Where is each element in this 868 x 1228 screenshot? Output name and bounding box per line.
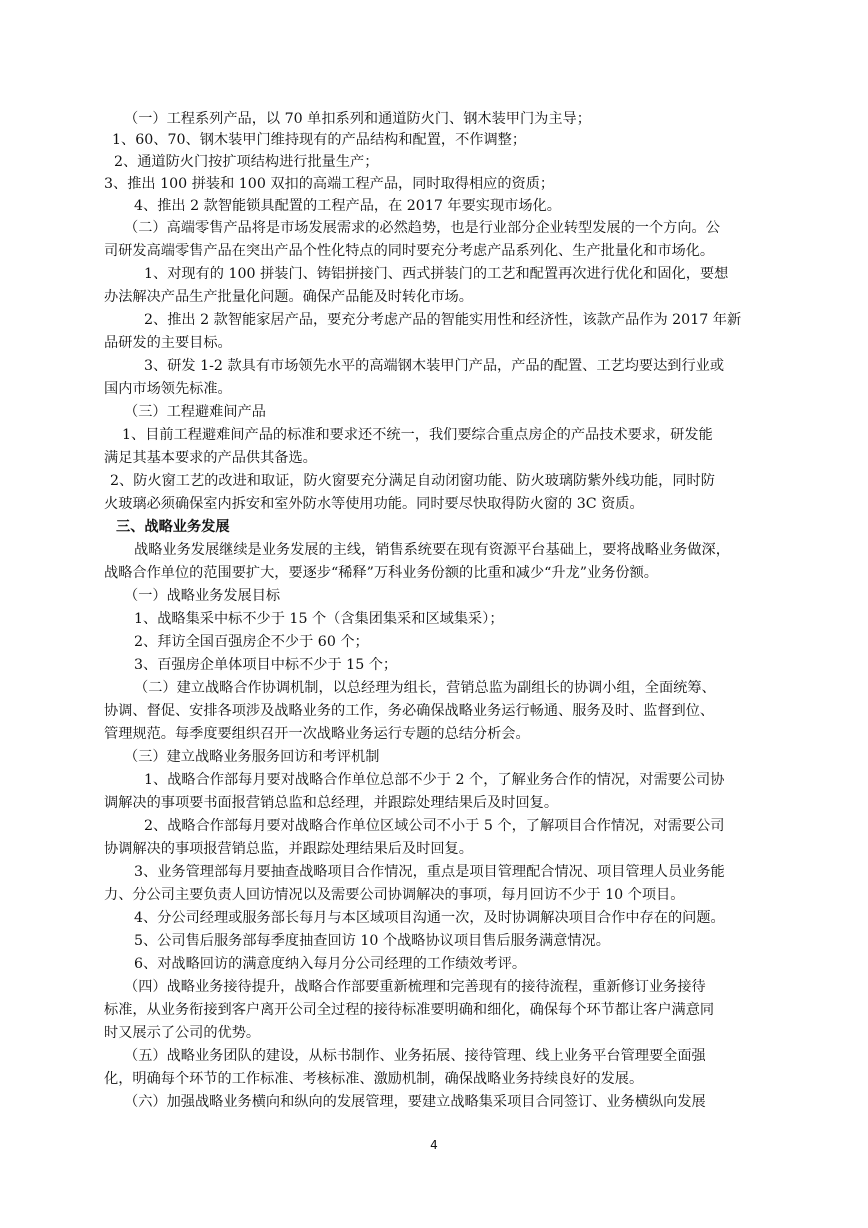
text-line: 1、60、70、钢木装甲门维持现有的产品结构和配置，不作调整；	[112, 132, 527, 148]
text-line: 3、业务管理部每月要抽查战略项目合作情况，重点是项目管理配合情况、项目管理人员业务能	[134, 864, 725, 880]
text-line: 标准，从业务衔接到客户离开公司全过程的接待标准要明确和细化，确保每个环节都让客户满意同	[104, 1002, 715, 1018]
text-line: 3、研发 1-2 款具有市场领先水平的高端钢木装甲门产品，产品的配置、工艺均要达到行业或	[144, 358, 725, 374]
text-line: 国内市场领先标准。	[104, 381, 232, 397]
text-line: 2、防火窗工艺的改进和取证，防火窗要充分满足自动闭窗功能、防火玻璃防紫外线功能，同时防	[110, 473, 715, 489]
text-line: 3、百强房企单体项目中标不少于 15 个；	[134, 657, 398, 673]
text-line: 战略合作单位的范围要扩大，要逐步“稀释”万科业务份额的比重和减少“升龙”业务份额。	[104, 565, 658, 581]
text-line: （三）工程避难间产品	[124, 404, 266, 420]
text-line: （四）战略业务接待提升，战略合作部要重新梳理和完善现有的接待流程，重新修订业务接待	[124, 979, 706, 995]
text-line: 办法解决产品生产批量化问题。确保产品能及时转化市场。	[104, 289, 473, 305]
text-line: （五）战略业务团队的建设，从标书制作、业务拓展、接待管理、线上业务平台管理要全面强	[124, 1048, 706, 1064]
text-line: 化，明确每个环节的工作标准、考核标准、激励机制，确保战略业务持续良好的发展。	[104, 1071, 644, 1087]
text-line: （二）高端零售产品将是市场发展需求的必然趋势，也是行业部分企业转型发展的一个方向。公	[124, 220, 720, 236]
text-line: 力、分公司主要负责人回访情况以及需要公司协调解决的事项，每月回访不少于 10 个项目。	[104, 887, 685, 903]
text-line: 5、公司售后服务部每季度抽查回访 10 个战略协议项目售后服务满意情况。	[134, 933, 610, 949]
section-heading: 三、战略业务发展	[116, 519, 230, 535]
text-line: 管理规范。每季度要组织召开一次战略业务运行专题的总结分析会。	[104, 726, 530, 742]
text-line: 2、战略合作部每月要对战略合作单位区域公司不小于 5 个，了解项目合作情况，对需要公司	[144, 818, 725, 834]
text-line: 战略业务发展继续是业务发展的主线，销售系统要在现有资源平台基础上，要将战略业务做深，	[134, 542, 730, 558]
text-line: 1、目前工程避难间产品的标准和要求还不统一，我们要综合重点房企的产品技术要求，研发能	[122, 427, 713, 443]
text-line: 协调解决的事项报营销总监，并跟踪处理结果后及时回复。	[104, 841, 473, 857]
text-line: 满足其基本要求的产品供其备选。	[104, 450, 317, 466]
text-line: 2、通道防火门按扩项结构进行批量生产；	[114, 154, 379, 170]
text-line: 品研发的主要目标。	[104, 335, 232, 351]
text-line: 协调、督促、安排各项涉及战略业务的工作，务必确保战略业务运行畅通、服务及时、监督到位、	[104, 703, 715, 719]
text-line: （三）建立战略业务服务回访和考评机制	[124, 749, 380, 765]
text-line: 1、对现有的 100 拼装门、铸铝拼接门、西式拼装门的工艺和配置再次进行优化和固化，要想	[144, 266, 729, 282]
text-line: （一）战略业务发展目标	[124, 588, 281, 604]
text-line: 火玻璃必须确保室内拆安和室外防水等使用功能。同时要尽快取得防火窗的 3C 资质。	[104, 496, 644, 512]
text-line: 4、分公司经理或服务部长每月与本区域项目沟通一次，及时协调解决项目合作中存在的问题。	[134, 910, 725, 926]
text-line: 4、推出 2 款智能锁具配置的工程产品，在 2017 年要实现市场化。	[134, 198, 561, 214]
text-line: 时又展示了公司的优势。	[104, 1025, 261, 1041]
text-line: （二）建立战略合作协调机制，以总经理为组长，营销总监为副组长的协调小组，全面统筹、	[134, 680, 716, 696]
text-line: （六）加强战略业务横向和纵向的发展管理，要建立战略集采项目合同签订、业务横纵向发展	[124, 1094, 706, 1110]
text-line: 2、拜访全国百强房企不少于 60 个；	[134, 634, 369, 650]
text-line: 1、战略集采中标不少于 15 个（含集团集采和区域集采）；	[134, 611, 504, 627]
text-line: 1、战略合作部每月要对战略合作单位总部不少于 2 个，了解业务合作的情况，对需要公司协	[144, 772, 725, 788]
page-number: 4	[430, 1138, 438, 1152]
text-line: 调解决的事项要书面报营销总监和总经理，并跟踪处理结果后及时回复。	[104, 795, 559, 811]
text-line: 司研发高端零售产品在突出产品个性化特点的同时要充分考虑产品系列化、生产批量化和市场化。	[104, 243, 715, 259]
text-line: 3、推出 100 拼装和 100 双扣的高端工程产品，同时取得相应的资质；	[104, 176, 555, 192]
text-line: （一）工程系列产品，以 70 单扣系列和通道防火门、钢木装甲门为主导；	[124, 111, 591, 127]
text-line: 2、推出 2 款智能家居产品，要充分考虑产品的智能实用性和经济性，该款产品作为 2017 年新	[144, 312, 742, 328]
text-line: 6、对战略回访的满意度纳入每月分公司经理的工作绩效考评。	[134, 956, 527, 972]
